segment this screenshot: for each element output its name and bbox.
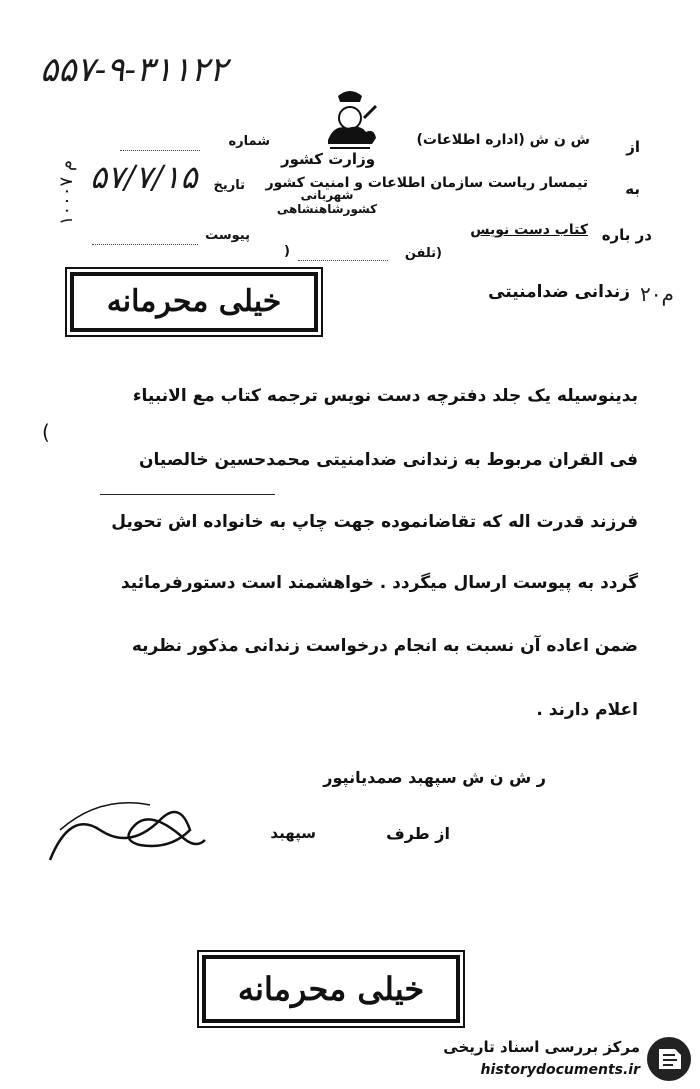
attachment-dotted-line	[92, 244, 198, 245]
handwritten-document-number: ۵۵۷-۹-۳۱۱۲۲	[40, 50, 228, 90]
archive-logo-icon	[645, 1035, 693, 1083]
top-secret-stamp-bottom: خیلی محرمانه	[202, 955, 460, 1023]
phone-dotted-line	[298, 260, 388, 261]
signature-name-line: ر ش ن ش سپهبد صمدیانپور	[323, 768, 546, 787]
attachment-label: پیوست	[205, 228, 250, 243]
from-label: از	[626, 138, 640, 156]
lion-and-sun-emblem-icon	[320, 88, 380, 154]
body-line: اعلام دارند .	[536, 700, 638, 720]
ministry-subtitle: شهربانی کشورشاهنشاهی	[276, 188, 378, 216]
phone-label: (تلفن	[404, 246, 442, 261]
number-dotted-line	[120, 150, 200, 151]
to-label: به	[625, 180, 640, 198]
signature-title: سپهبد	[270, 824, 316, 842]
subject-handwritten-mark: ۲۰م	[640, 282, 674, 306]
regarding-label: در باره	[601, 226, 652, 244]
body-line: گردد به پیوست ارسال میگردد . خواهشمند است دستورفرمائید	[120, 573, 638, 593]
body-line: فرزند قدرت اله که تقاضانموده جهت چاپ به خانواده اش تحویل	[111, 512, 638, 532]
vertical-handwritten-note: ۱۰۰۰۷ م	[56, 160, 77, 226]
watermark-archive-name: مرکز بررسی اسناد تاریخی	[443, 1038, 640, 1056]
on-behalf-label: از طرف	[386, 824, 450, 843]
from-value: ش ن ش (اداره اطلاعات)	[416, 132, 590, 148]
body-line: فی القران مربوط به زندانی ضدامنیتی محمدحسین خالصیان	[138, 450, 638, 470]
margin-bracket-mark: (	[42, 420, 50, 444]
handwritten-underline	[100, 494, 275, 495]
regarding-value: کتاب دست نویس	[470, 222, 588, 238]
top-secret-stamp: خیلی محرمانه	[70, 272, 318, 332]
ministry-title: وزارت کشور	[280, 150, 376, 168]
watermark-url: historydocuments.ir	[480, 1062, 640, 1078]
body-line: بدینوسیله یک جلد دفترچه دست نویس ترجمه کتاب مع الانبیاء	[132, 386, 638, 406]
subject-line: زندانی ضدامنیتی	[488, 282, 630, 302]
number-label: شماره	[228, 134, 270, 149]
handwritten-signature	[40, 790, 210, 870]
date-label: تاریخ	[213, 178, 245, 193]
body-line: ضمن اعاده آن نسبت به انجام درخواست زندانی مذکور نظریه	[131, 636, 638, 656]
to-value: تیمسار ریاست سازمان اطلاعات و امنیت کشور	[265, 175, 588, 191]
handwritten-date: ۵۷/۷/۱۵	[90, 158, 198, 196]
phone-close-paren: )	[284, 244, 290, 259]
